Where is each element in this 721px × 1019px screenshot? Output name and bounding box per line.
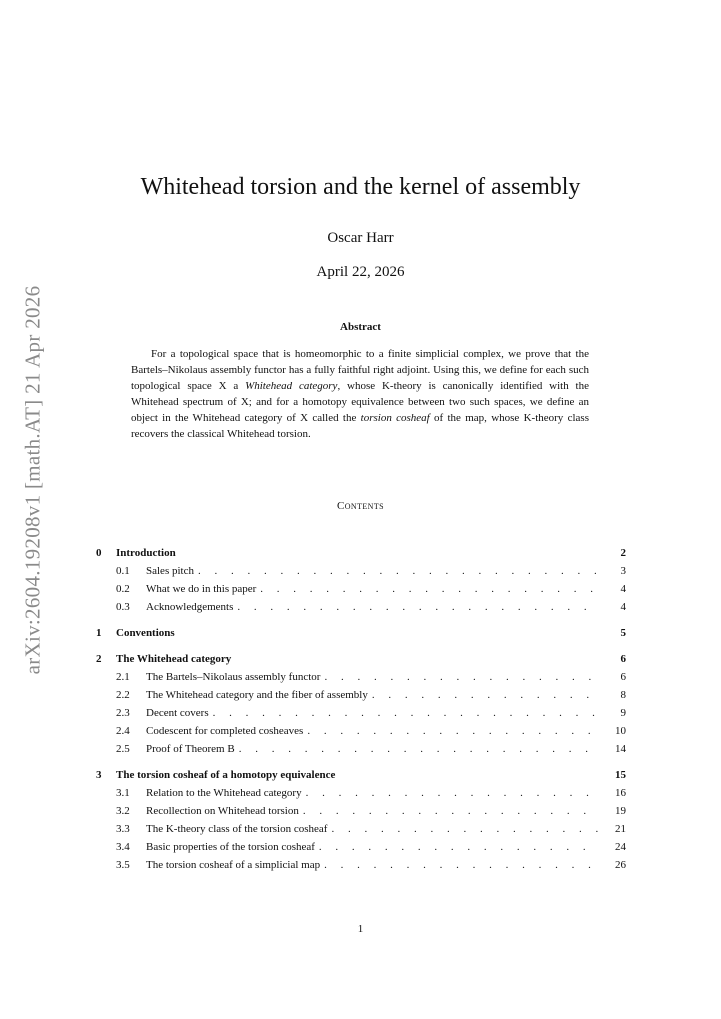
abstract-emphasis: torsion cosheaf [360,412,430,424]
toc-section-number: 1 [96,627,102,639]
toc-subsection-number: 3.3 [116,823,130,835]
toc-dot-leader [372,686,598,704]
toc-subsection-entry[interactable] [96,704,626,722]
toc-subsection-title: The Whitehead category and the fiber of assembly [146,689,368,701]
toc-dot-leader [213,704,598,722]
toc-subsection-title: The torsion cosheaf of a simplicial map [146,859,321,871]
toc-dot-leader [319,838,598,856]
toc-subsection-number: 3.2 [116,805,130,817]
abstract-emphasis: Whitehead category [245,380,338,392]
toc-dot-leader [237,598,598,616]
paper-date: April 22, 2026 [316,264,405,280]
toc-section-entry[interactable] [96,650,626,668]
toc-subsection-title: Codescent for completed cosheaves [146,725,304,737]
toc-subsection-page: 6 [620,671,626,683]
abstract-text [131,346,589,442]
toc-section-title: The Whitehead category [116,653,232,665]
toc-section-page: 6 [620,653,626,665]
toc-subsection-entry[interactable] [96,802,626,820]
toc-subsection-entry[interactable] [96,820,626,838]
toc-subsection-title: The Bartels–Nikolaus assembly functor [146,671,321,683]
author-name: Oscar Harr [327,230,394,246]
toc-subsection-title: Relation to the Whitehead category [146,787,302,799]
toc-section-entry[interactable] [96,766,626,784]
toc-dot-leader [307,722,598,740]
toc-subsection-title: The K-theory class of the torsion cosheaf [146,823,328,835]
toc-dot-leader [324,668,598,686]
toc-dot-leader [324,856,598,874]
toc-subsection-entry[interactable] [96,740,626,758]
toc-subsection-entry[interactable] [96,722,626,740]
toc-dot-leader [260,580,598,598]
toc-subsection-number: 2.5 [116,743,130,755]
toc-section-number: 3 [96,769,102,781]
toc-section [96,624,626,642]
toc-subsection-page: 4 [620,601,626,613]
toc-subsection-entry[interactable] [96,598,626,616]
toc-section-title: The torsion cosheaf of a homotopy equivalence [116,769,336,781]
toc-section [96,650,626,758]
toc-subsection-entry[interactable] [96,580,626,598]
toc-dot-leader [198,562,598,580]
toc-subsection-title: Proof of Theorem B [146,743,235,755]
toc-subsection-number: 2.3 [116,707,130,719]
toc-section [96,544,626,616]
toc-section-page: 15 [615,769,626,781]
toc-subsection-entry[interactable] [96,686,626,704]
toc-subsection-number: 3.1 [116,787,130,799]
toc-section-entry[interactable] [96,624,626,642]
toc-dot-leader [306,784,598,802]
toc-subsection-page: 4 [620,583,626,595]
toc-subsection-number: 2.4 [116,725,130,737]
toc-subsection-entry[interactable] [96,856,626,874]
toc-subsection-page: 21 [615,823,626,835]
paper-title: Whitehead torsion and the kernel of assembly [140,174,581,200]
toc-subsection-page: 14 [615,743,626,755]
abstract-text-part: For a topological space that is homeomorphic to a finite simplicial complex, we prove that the Bartels–Nikolaus assembly functor has a fully faithful right adjoint. Using this, we define for each such topological space X a [131,348,589,392]
toc-subsection-page: 19 [615,805,626,817]
table-of-contents [96,544,626,882]
toc-dot-leader [303,802,598,820]
toc-subsection-entry[interactable] [96,668,626,686]
toc-subsection-number: 2.1 [116,671,130,683]
toc-subsection-entry[interactable] [96,838,626,856]
toc-subsection-page: 8 [620,689,626,701]
toc-subsection-title: Recollection on Whitehead torsion [146,805,299,817]
toc-dot-leader [239,740,598,758]
toc-section-number: 2 [96,653,102,665]
toc-subsection-number: 2.2 [116,689,130,701]
abstract-text-part: of the map, whose K-theory class recovers the classical Whitehead torsion. [131,412,589,440]
toc-subsection-number: 3.5 [116,859,130,871]
abstract-heading: Abstract [340,321,381,333]
abstract-text-part: , whose K-theory is canonically identified with the Whitehead spectrum of X; and for a homotopy equivalence between two such spaces, we define an object in the Whitehead category of X called the [131,380,589,424]
toc-subsection-entry[interactable] [96,562,626,580]
toc-section [96,766,626,874]
toc-section-title: Introduction [116,547,176,559]
page-number: 1 [357,923,364,935]
toc-subsection-page: 24 [615,841,626,853]
toc-subsection-number: 3.4 [116,841,130,853]
toc-subsection-title: Basic properties of the torsion cosheaf [146,841,315,853]
arxiv-identifier-stamp: arXiv:2604.19208v1 [math.AT] 21 Apr 2026 [20,285,45,675]
toc-subsection-title: Sales pitch [146,565,194,577]
toc-dot-leader [331,820,598,838]
toc-subsection-page: 9 [620,707,626,719]
toc-subsection-page: 16 [615,787,626,799]
toc-subsection-title: What we do in this paper [146,583,257,595]
toc-section-number: 0 [96,547,102,559]
toc-section-title: Conventions [116,627,175,639]
toc-section-page: 2 [620,547,626,559]
toc-subsection-page: 26 [615,859,626,871]
toc-subsection-number: 0.2 [116,583,130,595]
toc-subsection-number: 0.1 [116,565,130,577]
toc-subsection-title: Decent covers [146,707,209,719]
toc-subsection-page: 10 [615,725,626,737]
toc-subsection-title: Acknowledgements [146,601,234,613]
toc-subsection-entry[interactable] [96,784,626,802]
toc-section-page: 5 [620,627,626,639]
contents-heading: Contents [337,500,384,512]
toc-subsection-page: 3 [620,565,626,577]
toc-subsection-number: 0.3 [116,601,130,613]
toc-section-entry[interactable] [96,544,626,562]
